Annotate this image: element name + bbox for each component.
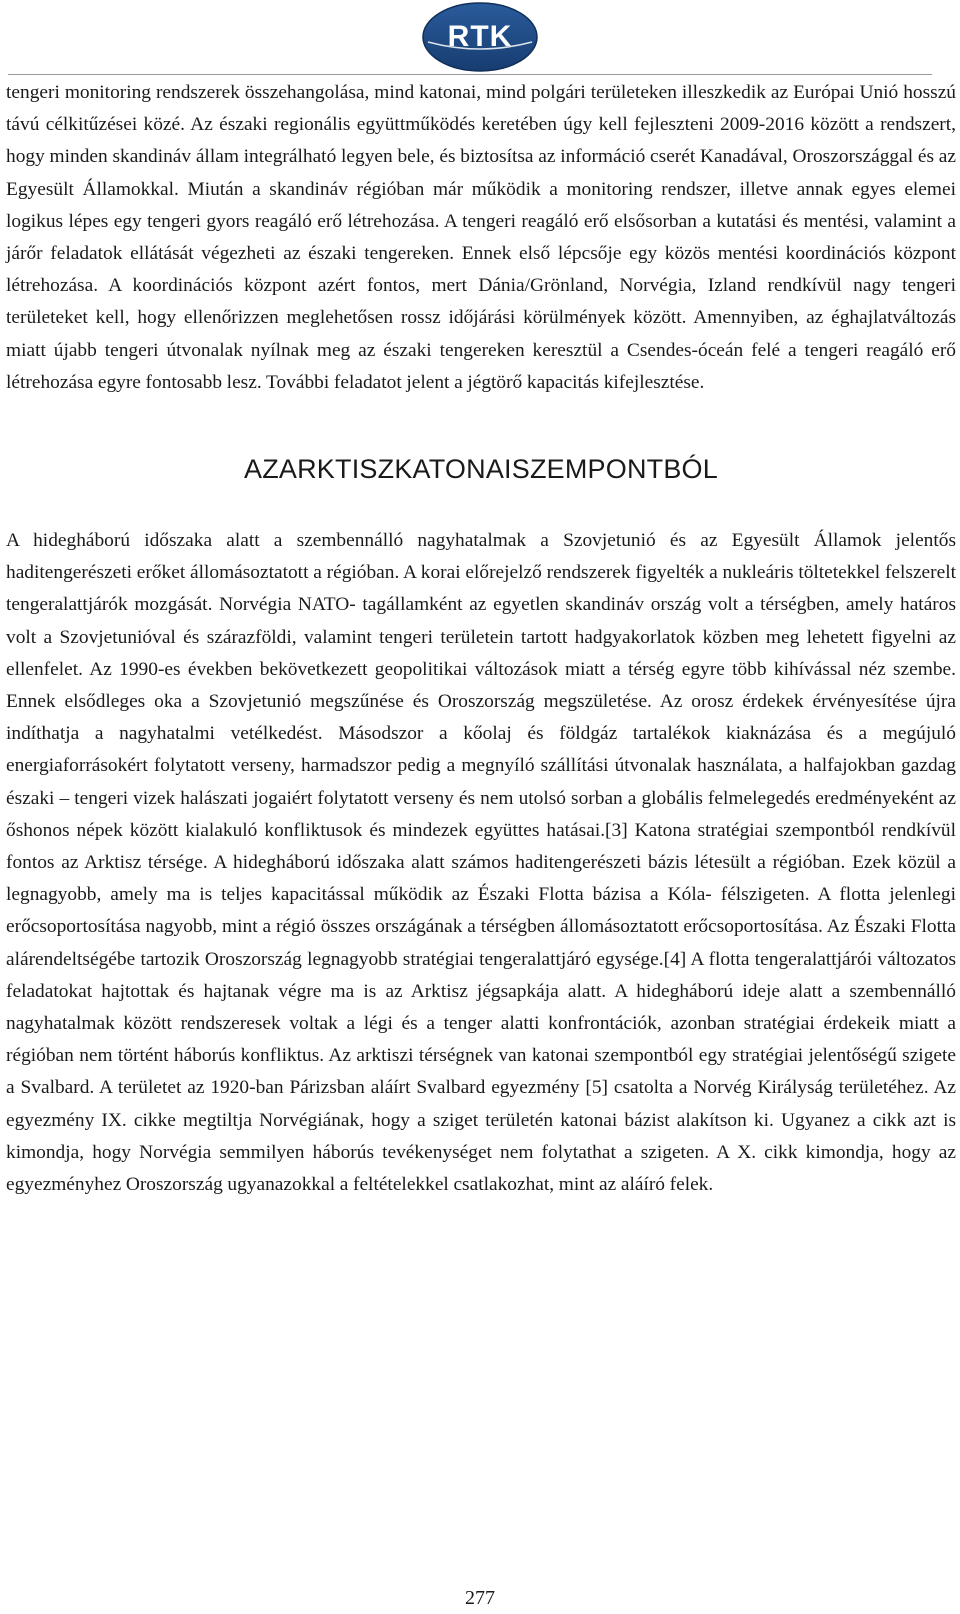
paragraph-2: A hidegháború időszaka alatt a szembennálló nagyhatalmak a Szovjetunió és az Egyesült Államok jelentős haditengerészeti erőket állomásoztatott a régióban. A korai előrejelző rendszerek figyelték a nukleáris töltetekkel felszerelt tengeralattjárók mozgását. Norvégia NATO- tagállamként az egyetlen skandináv ország volt a térségben, amely határos volt a Szovjetunióval és szárazföldi, valamint tengeri területein tartott hadgyakorlatok közben meg lehetett figyelni az ellenfelet. Az 1990-es években bekövetkezett geopolitikai változások miatt a térség egyre több kihívással néz szembe. Ennek elsődleges oka a Szovjetunió megszűnése és Oroszország megszületése. Az orosz érdekek érvényesítése újra indíthatja a nagyhatalmi vetélkedést. Másodszor a kőolaj és földgáz tartalékok kiaknázása és a megújuló energiaforrásokért folytatott verseny, harmadszor pedig a megnyíló szállítási útvonalak használata, a halfajokban gazdag északi – tengeri vizek halászati jogaiért folytatott verseny és nem utolsó sorban a globális felmelegedés eredményeként az őshonos népek között kialakuló konfliktusok és mindezek együttes hatásai.[3] Katona stratégiai szempontból rendkívül fontos az Arktisz térsége. A hidegháború időszaka alatt számos haditengerészeti bázis létesült a régióban. Ezek közül a legnagyobb, amely ma is teljes kapacitással működik az Északi Flotta bázisa a Kóla- félszigeten. A flotta jelenlegi erőcsoportosítása nagyobb, mint a régió összes országának a térségben állomásoztatott erőcsoportosítása. Az Északi Flotta alárendeltségébe tartozik Oroszország legnagyobb stratégiai tengeralattjáró egysége.[4] A flotta tengeralattjárói változatos feladatokat hajtottak és hajtanak végre ma is az Arktisz jégsapkája alatt. A hidegháború ideje alatt a szembennálló nagyhatalmak között rendszeresek voltak a légi és a tenger alatti konfrontációk, azonban stratégiai érdekeik miatt a régióban nem történt háborús konfliktus. Az arktiszi térségnek van katonai szempontból egy stratégiai jelentőségű szigete a Svalbard. A területet az 1920-ban Párizsban aláírt Svalbard egyezmény [5] csatolta a Norvég Királyság területéhez. Az egyezmény IX. cikke megtiltja Norvégiának, hogy a sziget területén katonai bázist alakítson ki. Ugyanez a cikk azt is kimondja, hogy Norvégia semmilyen háborús tevékenységet nem folytathat a szigeten. A X. cikk kimondja, hogy az egyezményhez Oroszország ugyanazokkal a feltételekkel csatlakozhat, mint az aláíró felek. — [6, 530, 956, 1196]
section-heading: AZARKTISZKATONAISZEMPONTBÓL — [244, 454, 718, 485]
paragraph-1: tengeri monitoring rendszerek összehangolása, mind katonai, mind polgári területeken illeszkedik az Európai Unió hosszú távú célkitűzései közé. Az északi regionális együttműködés keretében úgy kell fejleszteni 2009-2016 között a rendszert, hogy minden skandináv állam integrálható legyen bele, és biztosítsa az információ cserét Kanadával, Oroszországgal és az Egyesült Államokkal. Miután a skandináv régióban már működik a monitoring rendszer, illetve annak egyes elemei logikus lépes egy tengeri gyors reagáló erő létrehozása. A tengeri reagáló erő elsősorban a kutatási és mentési, valamint a járőr feladatok ellátását végezheti az északi tengereken. Ennek első lépcsője egy közös mentési koordinációs központ létrehozása. A koordinációs központ azért fontos, mert Dánia/Grönland, Norvégia, Izland rendkívül nagy tengeri területeket kell, hogy ellenőrizzen meglehetősen rossz időjárási körülmények között. Amennyiben, az éghajlatváltozás miatt újabb tengeri útvonalak nyílnak meg az északi tengereken keresztül a Csendes-óceán felé a tengeri reagáló erő létrehozása egyre fontosabb lesz. További feladatot jelent a jégtörő kapacitás kifejlesztése. — [6, 82, 956, 393]
rtk-logo — [422, 2, 538, 72]
logo-text: RTK — [447, 20, 513, 53]
article-body — [6, 77, 956, 1201]
page-number: 277 — [465, 1587, 495, 1609]
rtk-logo-badge — [422, 2, 538, 72]
header-rule — [8, 74, 932, 75]
